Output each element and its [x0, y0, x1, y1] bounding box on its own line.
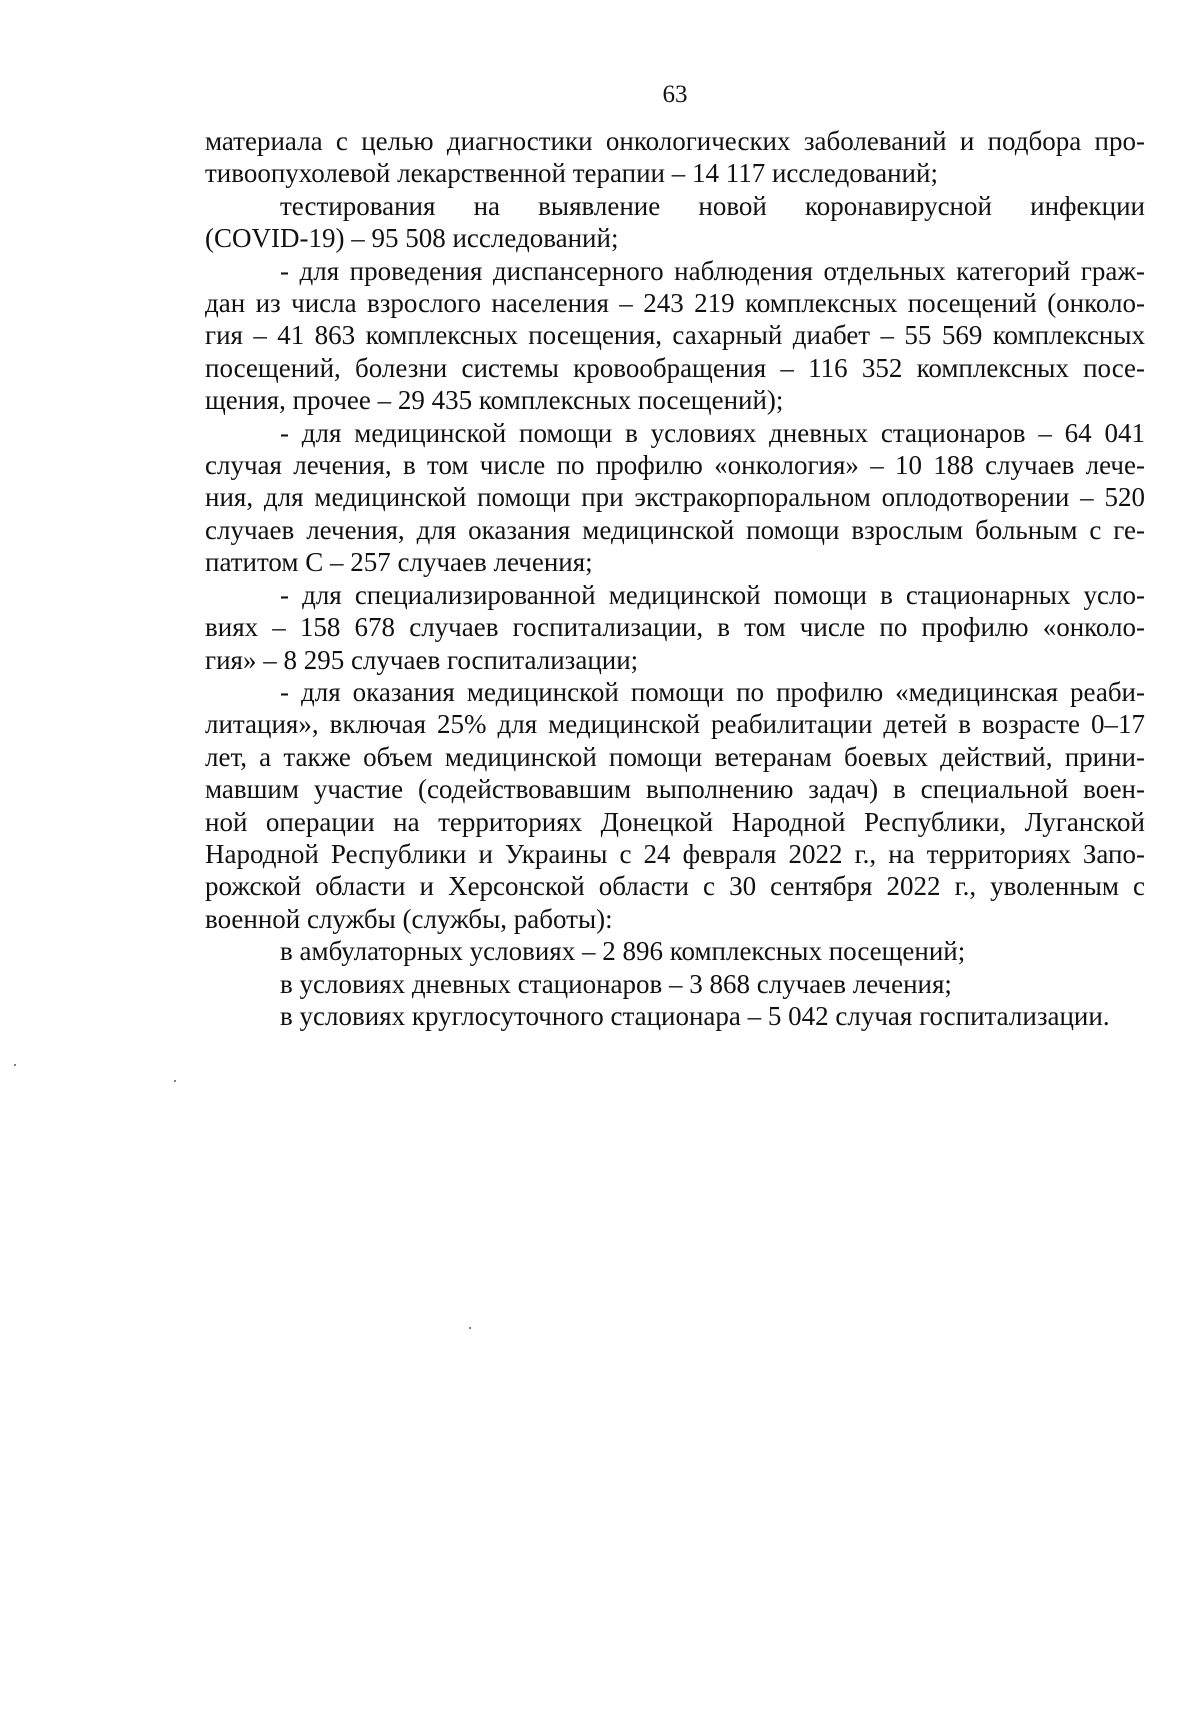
paragraph	[205, 190, 1145, 255]
text-line: Народной Республики и Украины с 24 февраля 2022 г., на территориях Запо-	[205, 838, 1145, 869]
document-body	[205, 125, 1145, 1032]
text-line: материала с целью диагностики онкологических заболеваний и подбора про-	[205, 126, 1145, 156]
text-line: посещений, болезни системы кровообращения – 116 352 комплексных посе-	[205, 352, 1145, 383]
text-line: - для оказания медицинской помощи по профилю «медицинская реаби-	[280, 676, 1145, 707]
text-line: тестирования на выявление новой коронавирусной инфекции	[280, 190, 1145, 221]
scan-speck	[174, 1080, 176, 1082]
scan-speck	[469, 1327, 471, 1329]
text-line: в амбулаторных условиях – 2 896 комплексных посещений;	[280, 936, 966, 967]
paragraph	[205, 968, 1145, 1000]
text-line: гия – 41 863 комплексных посещения, сахарный диабет – 55 569 комплексных	[205, 320, 1145, 351]
text-line: - для специализированной медицинской помощи в стационарных усло-	[280, 579, 1145, 610]
paragraph	[205, 676, 1145, 935]
text-line: - для медицинской помощи в условиях дневных стационаров – 64 041	[280, 417, 1145, 448]
text-line: виях – 158 678 случаев госпитализации, в том числе по профилю «онколо-	[205, 612, 1145, 643]
paragraph	[205, 125, 1145, 190]
text-line: военной службы (службы, работы):	[205, 903, 613, 934]
text-line: лет, а также объем медицинской помощи ветеранам боевых действий, прини-	[205, 741, 1145, 772]
text-line: в условиях дневных стационаров – 3 868 случаев лечения;	[280, 968, 952, 999]
text-line: дан из числа взрослого населения – 243 219 комплексных посещений (онколо-	[205, 288, 1145, 319]
text-line: тивоопухолевой лекарственной терапии – 14 117 исследований;	[205, 158, 938, 189]
text-line: в условиях круглосуточного стационара – 5 042 случая госпитализации.	[280, 1000, 1110, 1031]
text-line: ной операции на территориях Донецкой Народной Республики, Луганской	[205, 806, 1145, 837]
text-line: (COVID-19) – 95 508 исследований;	[205, 223, 619, 254]
text-line: ния, для медицинской помощи при экстракорпоральном оплодотворении – 520	[205, 482, 1145, 513]
paragraph	[205, 417, 1145, 579]
text-line: мавшим участие (содействовавшим выполнению задач) в специальной воен-	[205, 774, 1145, 805]
paragraph	[205, 579, 1145, 676]
page-number: 63	[662, 81, 688, 108]
paragraph	[205, 255, 1145, 417]
text-line: гия» – 8 295 случаев госпитализации;	[205, 644, 639, 675]
text-line: - для проведения диспансерного наблюдения отдельных категорий граж-	[280, 255, 1145, 286]
text-line: рожской области и Херсонской области с 30 сентября 2022 г., уволенным с	[205, 871, 1145, 902]
paragraph	[205, 1000, 1145, 1032]
text-line: случаев лечения, для оказания медицинской помощи взрослым больным с ге-	[205, 514, 1145, 545]
text-line: литация», включая 25% для медицинской реабилитации детей в возрасте 0–17	[205, 709, 1145, 740]
text-line: случая лечения, в том числе по профилю «онкология» – 10 188 случаев лече-	[205, 450, 1145, 481]
paragraph	[205, 935, 1145, 967]
scan-speck	[14, 1064, 16, 1066]
text-line: патитом С – 257 случаев лечения;	[205, 547, 593, 578]
text-line: щения, прочее – 29 435 комплексных посещений);	[205, 385, 784, 416]
